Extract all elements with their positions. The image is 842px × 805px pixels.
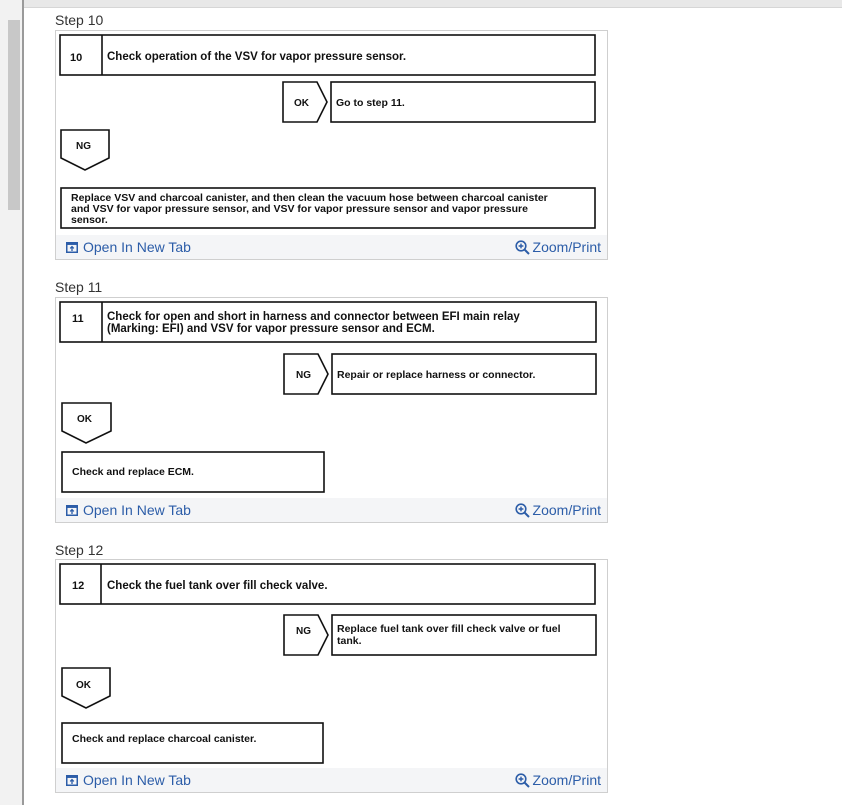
step-12-title: Step 12 [55, 542, 104, 558]
open-new-tab-icon [66, 504, 78, 516]
card-footer [56, 498, 607, 522]
card-footer [56, 235, 607, 259]
check-text-line-2: (Marking: EFI) and VSV for vapor pressure sensor and ECM. [107, 323, 435, 335]
step-11-card [55, 297, 608, 523]
scrollbar-thumb[interactable] [8, 20, 20, 210]
panel-divider [22, 0, 24, 805]
zoom-print-link[interactable] [515, 239, 601, 255]
top-toolbar-edge [24, 0, 842, 8]
down-branch-label: NG [76, 141, 91, 152]
check-text: Check the fuel tank over fill check valve. [107, 580, 328, 592]
check-text: Check operation of the VSV for vapor pressure sensor. [107, 51, 407, 63]
step-10-card [55, 30, 608, 260]
side-action-line-2: tank. [337, 635, 362, 647]
bottom-action-text: Check and replace charcoal canister. [72, 733, 257, 745]
side-branch-label: OK [294, 98, 309, 109]
open-new-tab-label: Open In New Tab [83, 772, 191, 788]
open-new-tab-icon [66, 774, 78, 786]
check-text-line-1: Check for open and short in harness and connector between EFI main relay [107, 311, 520, 323]
zoom-magnifier-icon [515, 240, 530, 255]
page-left-scrollbar[interactable] [0, 0, 22, 805]
open-new-tab-link[interactable] [66, 772, 191, 788]
bottom-action-line-3: sensor. [71, 214, 108, 226]
step-number: 11 [72, 313, 84, 325]
open-new-tab-label: Open In New Tab [83, 239, 191, 255]
bottom-action-line-1: Replace VSV and charcoal canister, and then clean the vacuum hose between charcoal canister [71, 192, 548, 204]
side-action-text: Repair or replace harness or connector. [337, 369, 536, 381]
step-number: 10 [70, 52, 83, 64]
open-new-tab-link[interactable] [66, 239, 191, 255]
step-11-flowchart[interactable] [56, 298, 607, 498]
card-footer [56, 768, 607, 792]
side-branch-label: NG [296, 370, 311, 381]
open-new-tab-label: Open In New Tab [83, 502, 191, 518]
step-12-flowchart[interactable] [56, 560, 607, 768]
step-10-flowchart[interactable] [56, 31, 607, 235]
zoom-magnifier-icon [515, 773, 530, 788]
step-10-title: Step 10 [55, 12, 104, 28]
zoom-print-label: Zoom/Print [532, 502, 601, 518]
side-action-text: Go to step 11. [336, 97, 405, 109]
step-12-card [55, 559, 608, 793]
side-branch-label: NG [296, 626, 311, 637]
down-branch-label: OK [76, 680, 91, 691]
bottom-action-text: Check and replace ECM. [72, 466, 194, 478]
side-action-line-1: Replace fuel tank over fill check valve or fuel [337, 623, 561, 635]
bottom-action-line-2: and VSV for vapor pressure sensor, and VSV for vapor pressure sensor and vapor pressure [71, 203, 528, 215]
step-11-title: Step 11 [55, 279, 103, 295]
open-new-tab-link[interactable] [66, 502, 191, 518]
zoom-print-link[interactable] [515, 502, 601, 518]
step-number: 12 [72, 580, 85, 592]
zoom-print-label: Zoom/Print [532, 239, 601, 255]
zoom-print-link[interactable] [515, 772, 601, 788]
open-new-tab-icon [66, 241, 78, 253]
zoom-print-label: Zoom/Print [532, 772, 601, 788]
side-action-box [332, 615, 596, 655]
down-branch-label: OK [77, 414, 92, 425]
zoom-magnifier-icon [515, 503, 530, 518]
